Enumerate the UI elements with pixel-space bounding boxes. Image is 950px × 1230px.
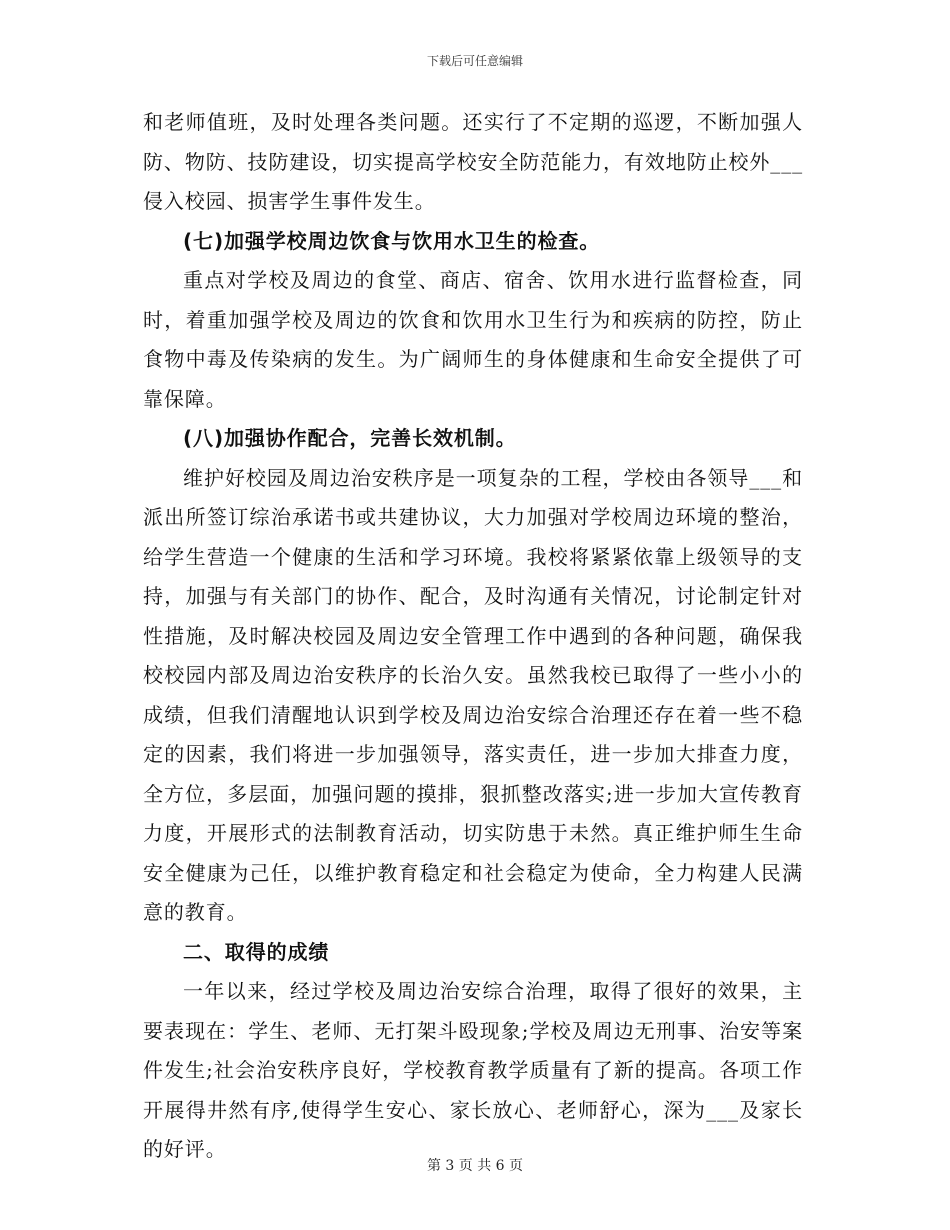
document-body	[143, 103, 803, 1170]
paragraph-continuation: 和老师值班，及时处理各类问题。还实行了不定期的巡逻，不断加强人防、物防、技防建设，切实提高学校安全防范能力，有效地防止校外___侵入校园、损害学生事件发生。	[143, 110, 803, 213]
page-header: 下载后可任意编辑	[426, 54, 523, 68]
paragraph-cooperation: 维护好校园及周边治安秩序是一项复杂的工程，学校由各领导___和派出所签订综治承诺书或共建协议，大力加强对学校周边环境的整治，给学生营造一个健康的生活和学习环境。我校将紧紧依靠上级领导的支持，加强与有关部门的协作、配合，及时沟通有关情况，讨论制定针对性措施，及时解决校园及周边安全管理工作中遇到的各种问题，确保我校校园内部及周边治安秩序的长治久安。虽然我校已取得了一些小小的成绩，但我们清醒地认识到学校及周边治安综合治理还存在着一些不稳定的因素，我们将进一步加强领导，落实责任，进一步加大排查力度，全方位，多层面，加强问题的摸排，狠抓整改落实;进一步加大宣传教育力度，开展形式的法制教育活动，切实防患于未然。真正维护师生生命安全健康为己任，以维护教育稳定和社会稳定为使命，全力构建人民满意的教育。	[143, 465, 803, 924]
section-heading-7: (七)加强学校周边饮食与饮用水卫生的检查。	[183, 228, 601, 253]
section-heading-8: (八)加强协作配合，完善长效机制。	[183, 426, 517, 450]
paragraph-food-water-inspection: 重点对学校及周边的食堂、商店、宿舍、饮用水进行监督检查，同时，着重加强学校及周边的饮食和饮用水卫生行为和疾病的防控，防止食物中毒及传染病的发生。为广阔师生的身体健康和生命安全提供了可靠保障。	[143, 268, 803, 411]
section-heading-achievements: 二、取得的成绩	[183, 939, 330, 964]
paragraph-achievements: 一年以来，经过学校及周边治安综合治理，取得了很好的效果，主要表现在：学生、老师、无打架斗殴现象;学校及周边无刑事、治安等案件发生;社会治安秩序良好，学校教育教学质量有了新的提高。各项工作开展得井然有序,使得学生安心、家长放心、老师舒心，深为___及家长的好评。	[143, 979, 803, 1161]
page-number: 第 3 页 共 6 页	[426, 1158, 524, 1174]
